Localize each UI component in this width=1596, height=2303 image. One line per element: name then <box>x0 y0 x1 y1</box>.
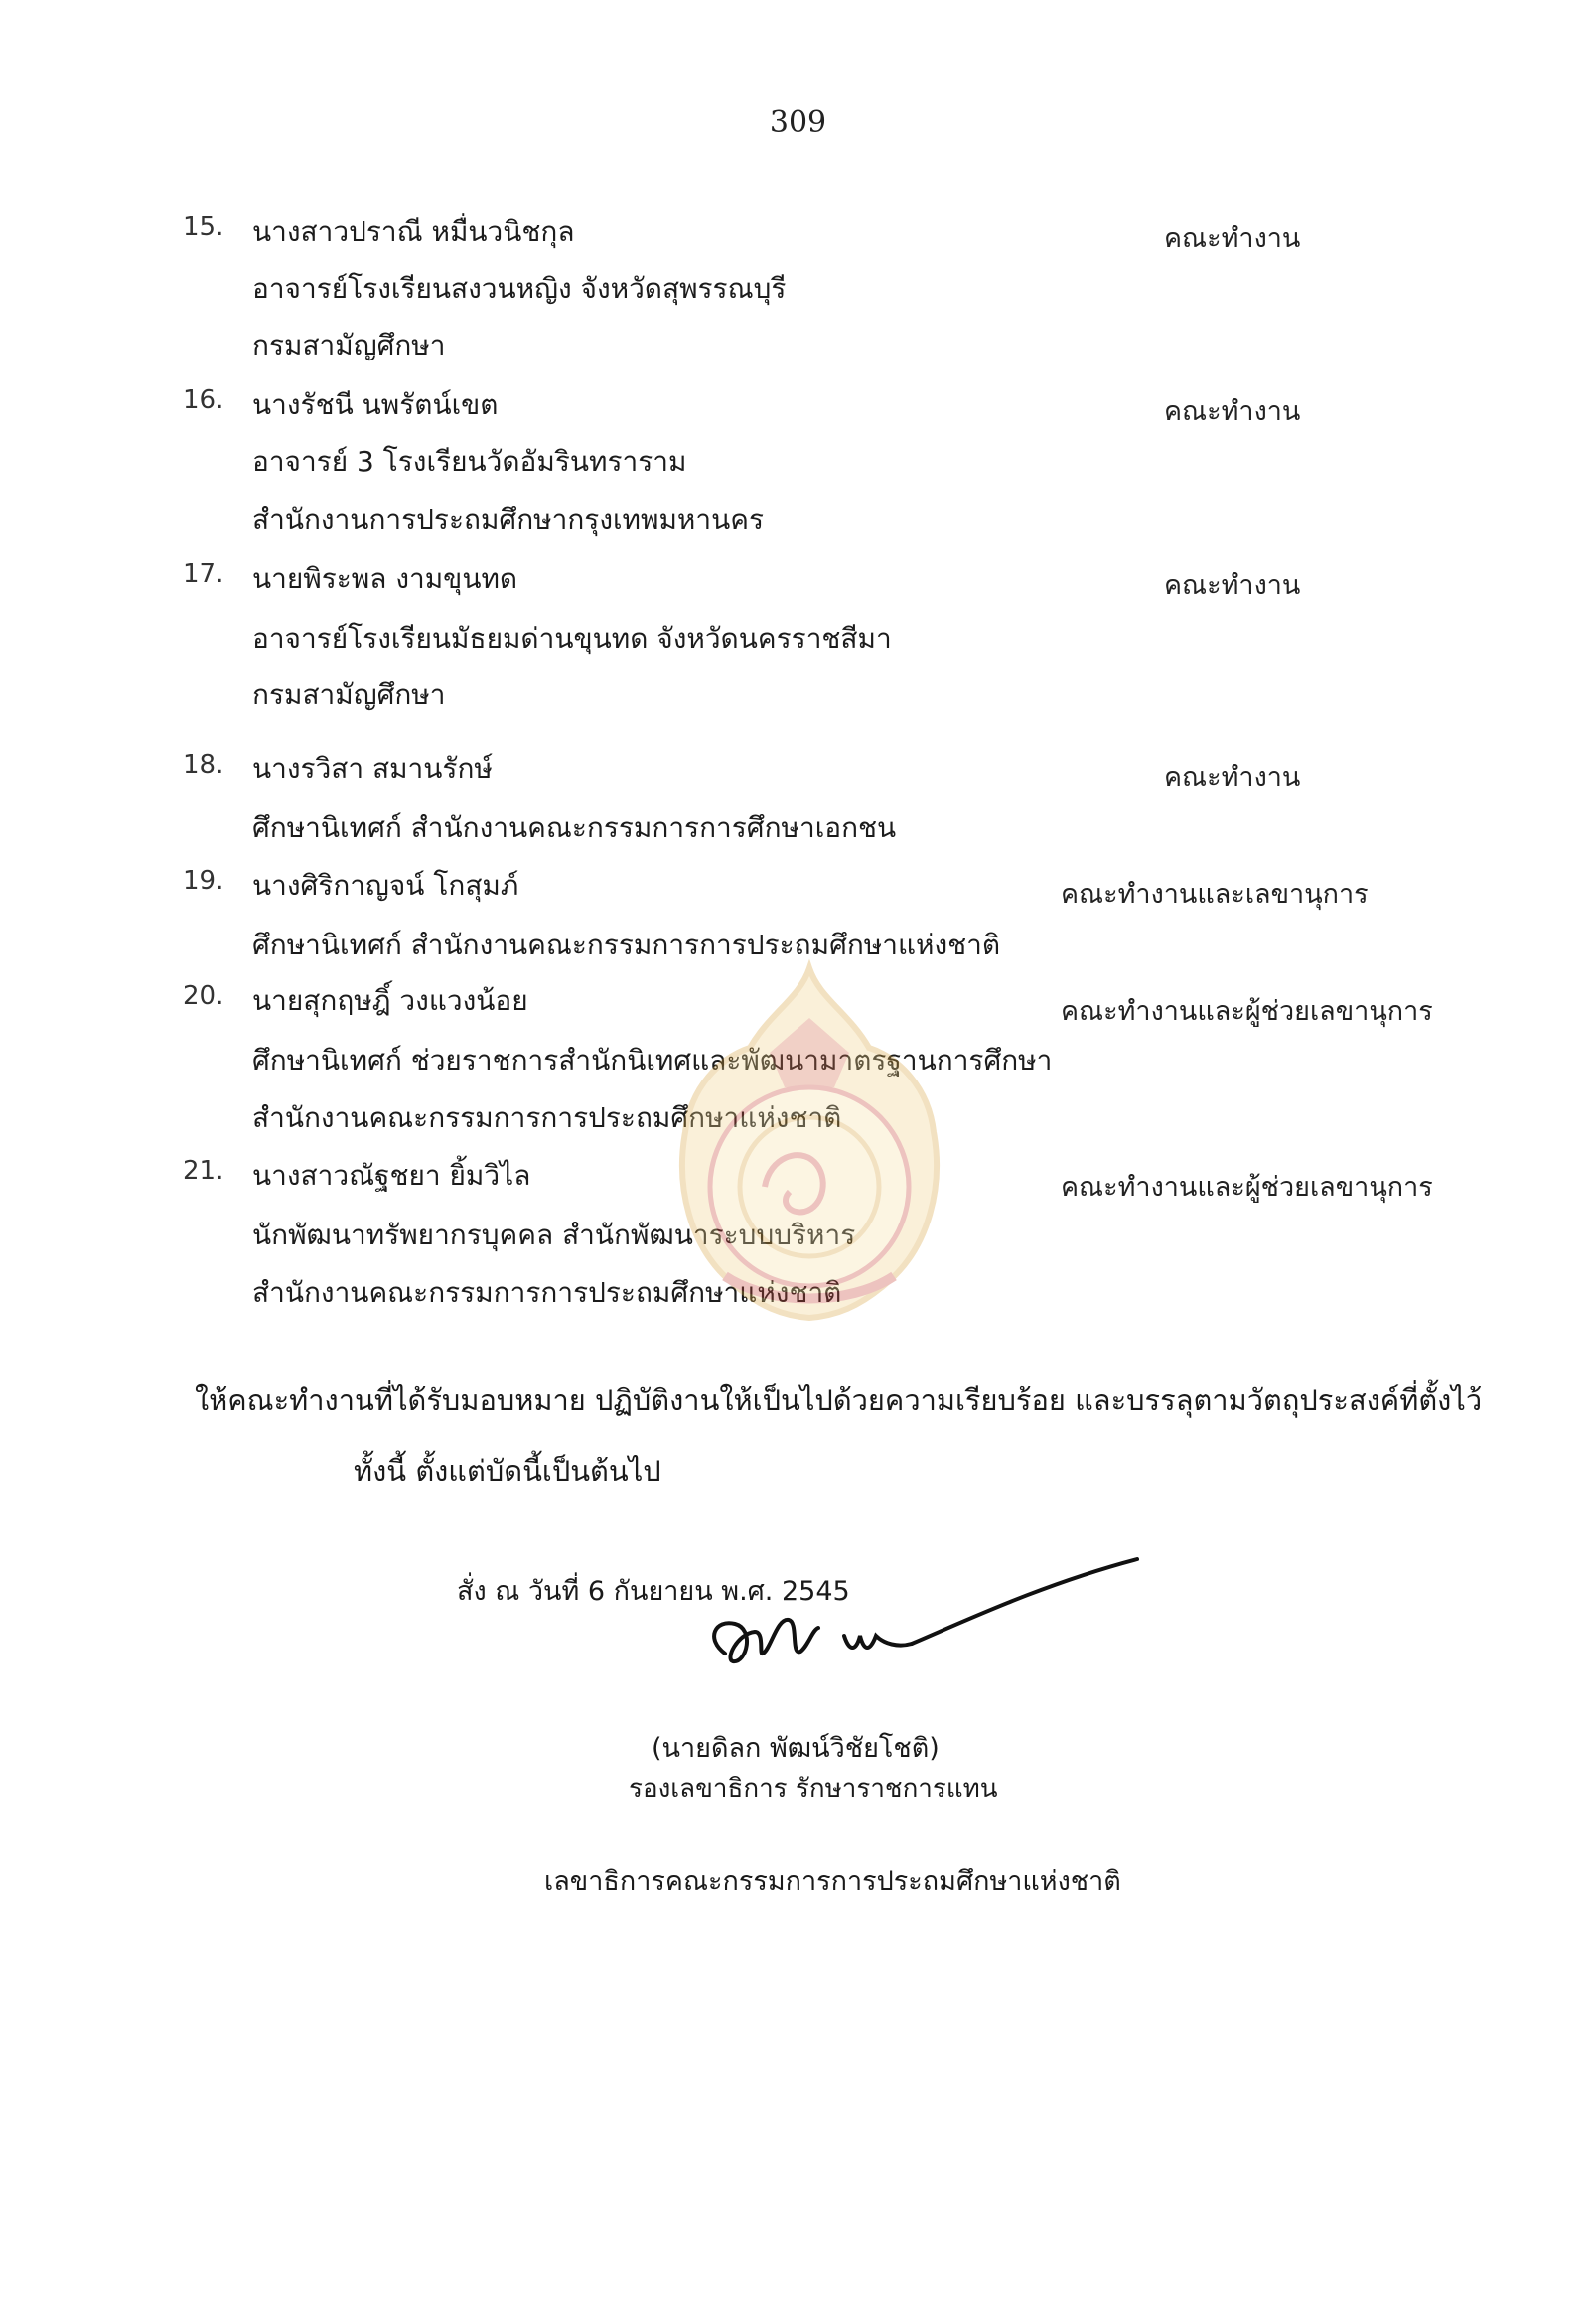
office-title: เลขาธิการคณะกรรมการการประถมศึกษาแห่งชาติ <box>544 1866 1121 1897</box>
member-role: คณะทำงาน <box>1164 396 1301 427</box>
member-agency: สำนักงานคณะกรรมการการประถมศึกษาแห่งชาติ <box>252 1101 842 1134</box>
member-name: นางศิริกาญจน์ โกสุมภ์ <box>252 869 519 902</box>
signer-name: (นายดิลก พัฒน์วิชัยโชติ) <box>652 1733 940 1764</box>
member-position: นักพัฒนาทรัพยากรบุคคล สำนักพัฒนาระบบบริหาร <box>252 1219 856 1251</box>
member-role: คณะทำงานและเลขานุการ <box>1061 879 1369 910</box>
member-name: นางสาวปราณี หมื่นวนิชกุล <box>252 216 575 248</box>
member-position: ศึกษานิเทศก์ สำนักงานคณะกรรมการการศึกษาเอกชน <box>252 811 897 844</box>
signer-position: รองเลขาธิการ รักษาราชการแทน <box>629 1774 998 1803</box>
page-number: 309 <box>769 105 827 140</box>
member-role: คณะทำงาน <box>1164 570 1301 601</box>
member-role: คณะทำงาน <box>1164 223 1301 254</box>
item-number: 15. <box>183 213 224 242</box>
member-role: คณะทำงาน <box>1164 762 1301 792</box>
item-number: 19. <box>183 866 224 896</box>
member-position: อาจารย์โรงเรียนสงวนหญิง จังหวัดสุพรรณบุรี <box>252 272 787 305</box>
item-number: 20. <box>183 981 224 1011</box>
member-position: อาจารย์ 3 โรงเรียนวัดอัมรินทราราม <box>252 445 687 478</box>
member-name: นางรัชนี นพรัตน์เขต <box>252 388 499 421</box>
effective-statement: ทั้งนี้ ตั้งแต่บัดนี้เป็นต้นไป <box>354 1454 661 1488</box>
member-name: นางสาวณัฐชยา ยิ้มวิไล <box>252 1159 531 1192</box>
item-number: 21. <box>183 1156 224 1186</box>
member-agency: สำนักงานการประถมศึกษากรุงเทพมหานคร <box>252 504 765 536</box>
handwritten-signature <box>685 1544 1162 1718</box>
member-agency: สำนักงานคณะกรรมการการประถมศึกษาแห่งชาติ <box>252 1276 842 1309</box>
member-name: นายพิระพล งามขุนทด <box>252 562 518 595</box>
member-position: อาจารย์โรงเรียนมัธยมด่านขุนทด จังหวัดนครราชสีมา <box>252 622 892 654</box>
closing-instruction: ให้คณะทำงานที่ได้รับมอบหมาย ปฏิบัติงานให้เป็นไปด้วยความเรียบร้อย และบรรลุตามวัตถุประสงค์ที่ตั้งไว้ <box>195 1383 1483 1417</box>
member-position: ศึกษานิเทศก์ สำนักงานคณะกรรมการการประถมศึกษาแห่งชาติ <box>252 929 1001 961</box>
order-date: สั่ง ณ วันที่ 6 กันยายน พ.ศ. 2545 <box>457 1576 850 1607</box>
member-name: นายสุกฤษฎิ์ วงแวงน้อย <box>252 984 528 1017</box>
item-number: 16. <box>183 385 224 415</box>
item-number: 18. <box>183 750 224 780</box>
office-seal-watermark <box>651 958 968 1326</box>
member-position: ศึกษานิเทศก์ ช่วยราชการสำนักนิเทศและพัฒนามาตรฐานการศึกษา <box>252 1044 1053 1077</box>
member-name: นางรวิสา สมานรักษ์ <box>252 752 493 785</box>
member-role: คณะทำงานและผู้ช่วยเลขานุการ <box>1061 1172 1433 1203</box>
member-agency: กรมสามัญศึกษา <box>252 678 446 711</box>
member-agency: กรมสามัญศึกษา <box>252 329 446 361</box>
item-number: 17. <box>183 559 224 589</box>
member-role: คณะทำงานและผู้ช่วยเลขานุการ <box>1061 996 1433 1027</box>
